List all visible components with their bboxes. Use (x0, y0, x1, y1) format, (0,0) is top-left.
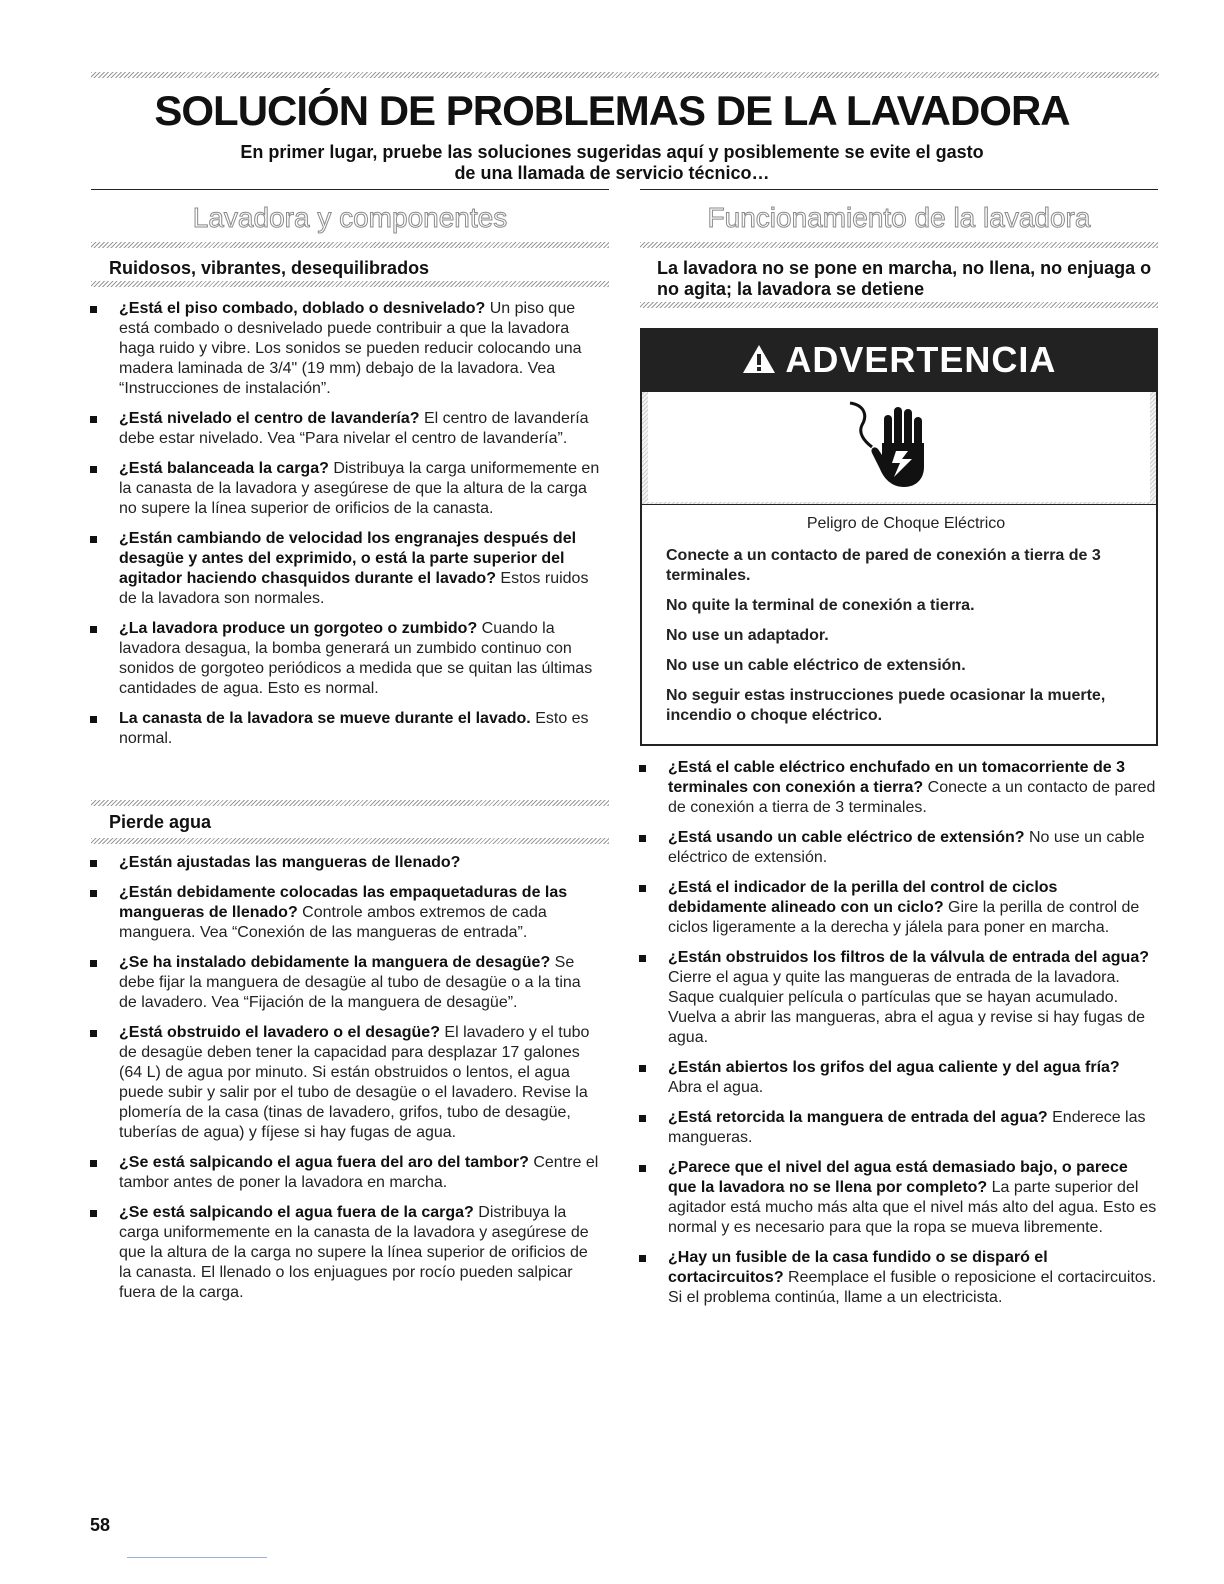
left-section-hatch (91, 242, 609, 248)
warning-line: Conecte a un contacto de pared de conexión a tierra de 3 terminales. (666, 547, 1101, 584)
list-item (637, 1058, 1157, 1098)
item-answer: Cuando la lavadora desagua, la bomba generará un zumbido continuo con sonidos de gorgoteo periódicos a medida que se quitan las últimas cantidades de agua. Esto es normal. (119, 620, 593, 697)
top-hatch-rule (91, 72, 1159, 78)
item-question: ¿Hay un fusible de la casa fundido o se disparó el cortacircuitos? (668, 1249, 1048, 1286)
list-item (88, 953, 602, 1013)
right-section-hatch (640, 242, 1158, 248)
item-answer: Distribuya la carga uniformemente en la canasta de la lavadora y asegúrese de que la altura de la carga no supere la línea superior de orificios de la canasta. El llenado o los enjuagues por rocío pueden salpicar fuera de la carga. (119, 1204, 589, 1301)
list-item (88, 619, 602, 699)
right-list (637, 758, 1157, 1318)
left-group-1-hatch (91, 281, 609, 287)
item-answer: Enderece las mangueras. (668, 1109, 1146, 1146)
item-answer: El lavadero y el tubo de desagüe deben tener la capacidad para desplazar 17 galones (64 L) de agua por minuto. Si están obstruidos o lentos, el agua puede subir y salir por el tubo de desagüe o el lavadero. Revise la plomería de la casa (tinas de lavadero, grifos, tubo de desagüe, tuberías de agua) y fíjese si hay fugas de agua. (119, 1024, 590, 1141)
warning-line: No seguir estas instrucciones puede ocasionar la muerte, incendio o choque eléctrico. (666, 687, 1106, 724)
list-item (637, 1158, 1157, 1238)
item-answer: Esto es normal. (119, 710, 589, 747)
list-item (88, 459, 602, 519)
item-question: ¿Está el cable eléctrico enchufado en un tomacorriente de 3 terminales con conexión a tierra? (668, 759, 1126, 796)
right-heading-hatch (640, 302, 1158, 308)
item-question: ¿Están obstruidos los filtros de la válvula de entrada del agua? (668, 949, 1149, 966)
item-answer: El centro de lavandería debe estar nivelado. Vea “Para nivelar el centro de lavandería”. (119, 410, 589, 447)
item-question: ¿Está nivelado el centro de lavandería? (119, 410, 420, 427)
item-answer: Se debe fijar la manguera de desagüe al tubo de desagüe o a la tina de lavadero. Vea “Fijación de la manguera de desagüe”. (119, 954, 581, 1011)
item-answer: Conecte a un contacto de pared de conexión a tierra de 3 terminales. (668, 779, 1156, 816)
warning-divider (642, 504, 1156, 505)
list-item (88, 1203, 602, 1303)
item-question: ¿Está el indicador de la perilla del control de ciclos debidamente alineado con un ciclo? (668, 879, 1058, 916)
item-question: ¿Están abiertos los grifos del agua caliente y del agua fría? (668, 1059, 1120, 1076)
right-header-rule (640, 189, 1158, 190)
item-question: ¿Se está salpicando el agua fuera de la carga? (119, 1204, 474, 1221)
item-question: ¿Parece que el nivel del agua está demasiado bajo, o parece que la lavadora no se llena por completo? (668, 1159, 1128, 1196)
item-answer: Abra el agua. (668, 1079, 764, 1096)
item-answer: Distribuya la carga uniformemente en la canasta de la lavadora y asegúrese de que la altura de la carga no supere la línea superior de orificios de la canasta. (119, 460, 600, 517)
list-item (88, 1023, 602, 1143)
left-header-rule (91, 189, 609, 190)
left-group-1-list (88, 299, 602, 759)
left-section-title: Lavadora y componentes (192, 202, 508, 233)
warning-line: No use un adaptador. (666, 627, 829, 644)
item-answer: Un piso que está combado o desnivelado puede contribuir a que la lavadora haga ruido y vibre. Los sonidos se pueden reducir colocando una madera laminada de 3/4" (19 mm) debajo de la lavadora. Vea “Instrucciones de instalación”. (119, 300, 582, 397)
page-title: SOLUCIÓN DE PROBLEMAS DE LA LAVADORA (154, 87, 1070, 134)
list-item (88, 883, 602, 943)
item-question: ¿Está usando un cable eléctrico de extensión? (668, 829, 1025, 846)
warning-title-text: ADVERTENCIA (785, 339, 1057, 380)
item-answer: Cierre el agua y quite las mangueras de entrada de la lavadora. Saque cualquier película o partículas que se hayan acumulado. Vuelva a abrir las mangueras, abra el agua y revise si hay fugas de agua. (668, 969, 1146, 1046)
list-item (88, 709, 602, 749)
subtitle-line-1: En primer lugar, pruebe las soluciones sugeridas aquí y posiblemente se evite el gasto (240, 142, 984, 162)
item-question: La canasta de la lavadora se mueve durante el lavado. (119, 710, 531, 727)
item-question: ¿Está el piso combado, doblado o desnivelado? (119, 300, 486, 317)
left-group-1-heading: Ruidosos, vibrantes, desequilibrados (109, 258, 430, 278)
list-item (88, 529, 602, 609)
item-question: ¿Se ha instalado debidamente la manguera de desagüe? (119, 954, 551, 971)
page-number: 58 (90, 1515, 111, 1535)
list-item (637, 878, 1157, 938)
list-item (637, 948, 1157, 1048)
item-question: ¿Están ajustadas las mangueras de llenado? (119, 854, 461, 871)
item-question: ¿Están debidamente colocadas las empaquetaduras de las mangueras de llenado? (119, 884, 568, 921)
item-question: ¿Está retorcida la manguera de entrada del agua? (668, 1109, 1048, 1126)
page-subtitle (0, 142, 1224, 184)
warning-line: No quite la terminal de conexión a tierra. (666, 597, 975, 614)
item-question: ¿Está balanceada la carga? (119, 460, 329, 477)
warning-hazard: Peligro de Choque Eléctrico (806, 515, 1006, 532)
item-answer: Reemplace el fusible o reposicione el cortacircuitos. Si el problema continúa, llame a un electricista. (668, 1269, 1157, 1306)
item-answer: Controle ambos extremos de cada manguera. Vea “Conexión de las mangueras de entrada”. (119, 904, 547, 941)
item-answer: La parte superior del agitador está mucho más alta que el nivel más alto del agua. Esto es normal y es necesario para que la ropa se mueva libremente. (668, 1179, 1157, 1236)
list-item (88, 409, 602, 449)
left-group-2-hatch (91, 838, 609, 844)
list-item (637, 1108, 1157, 1148)
item-answer: Centre el tambor antes de poner la lavadora en marcha. (119, 1154, 599, 1191)
item-question: ¿Están cambiando de velocidad los engranajes después del desagüe y antes del exprimido, o está la parte superior del agitador haciendo chasquidos durante el lavado? (119, 530, 577, 587)
list-item (637, 758, 1157, 818)
item-answer: No use un cable eléctrico de extensión. (668, 829, 1145, 866)
list-item (88, 1153, 602, 1193)
item-answer: Gire la perilla de control de ciclos ligeramente a la derecha y jálela para poner en marcha. (668, 899, 1140, 936)
left-group-2-heading: Pierde agua (109, 812, 212, 832)
list-item (637, 828, 1157, 868)
item-answer: Estos ruidos de la lavadora son normales. (119, 570, 589, 607)
subtitle-line-2: de una llamada de servicio técnico… (454, 163, 770, 183)
left-group-2-list (88, 853, 602, 1313)
item-question: ¿La lavadora produce un gorgoteo o zumbido? (119, 620, 478, 637)
warning-line: No use un cable eléctrico de extensión. (666, 657, 966, 674)
list-item (88, 299, 602, 399)
footer-rule (127, 1557, 267, 1558)
left-group-2-top-hatch (91, 800, 609, 806)
list-item (88, 853, 602, 873)
right-section-title: Funcionamiento de la lavadora (707, 202, 1091, 233)
right-heading: La lavadora no se pone en marcha, no llena, no enjuaga o no agita; la lavadora se detiene (657, 258, 1152, 299)
warning-body (666, 514, 1146, 736)
list-item (637, 1248, 1157, 1308)
item-question: ¿Está obstruido el lavadero o el desagüe? (119, 1024, 440, 1041)
item-question: ¿Se está salpicando el agua fuera del aro del tambor? (119, 1154, 529, 1171)
